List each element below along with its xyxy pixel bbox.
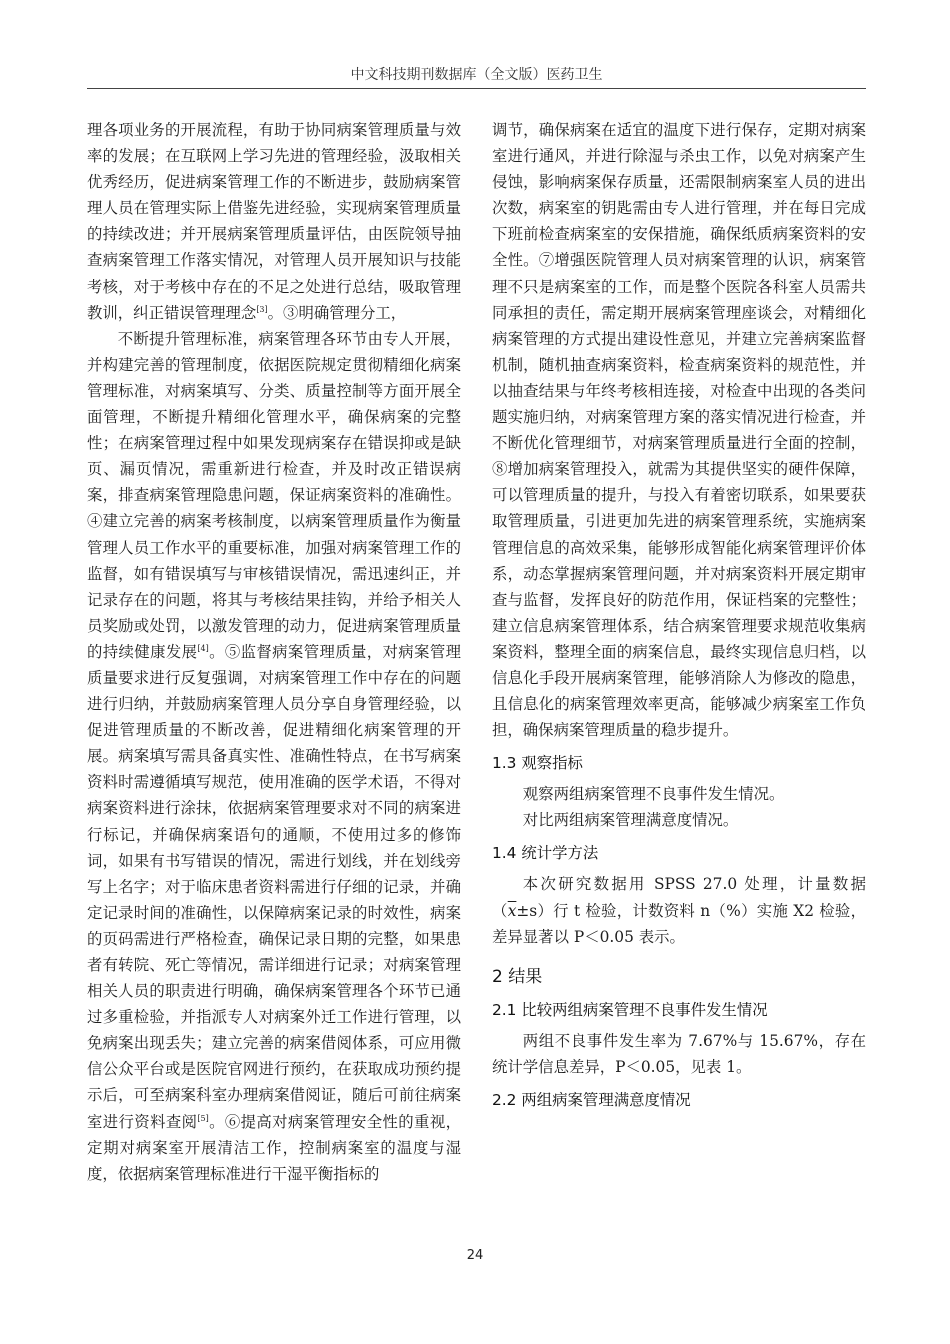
- body-paragraph: 观察两组病案管理不良事件发生情况。: [522, 785, 785, 804]
- mean-symbol: $\overline{x}$: [507, 901, 517, 920]
- section-heading-2-2: 2.2 两组病案管理满意度情况: [492, 1090, 691, 1109]
- paragraph-text: 不断提升管理标准，病案管理各环节由专人开展，并构建完善的管理制度，依据医院规定贯彻精细化病案管理标准，对病案填写、分类、质量控制等方面开展全面管理，不断提升精细化管理水平，确保病案的完整性；在病案管理过程中如果发现病案存在错误抑或是缺页、漏页情况，需重新进行检查，并及时改正错误病案，排查病案管理隐患问题，保证病案资料的准确性。④建立完善的病案考核制度，以病案管理质量作为衡量管理人员工作水平的重要标准，加强对病案管理工作的监督，如有错误填写与审核错误情况，需迅速纠正，并记录存在的问题，将其与考核结果挂钩，并给予相关人员奖励或处罚，以激发管理的动力，促进病案管理质量的持续健康发展: [87, 329, 461, 661]
- page-number: 24: [466, 1248, 484, 1263]
- body-paragraph: 两组不良事件发生率为 7.67%与 15.67%，存在统计学信息差异，P＜0.05，见表 1。: [492, 1031, 866, 1076]
- citation-ref: [5]: [197, 1113, 209, 1123]
- paragraph-text: ±s）行 t 检验，计数资料 n（%）实施 X2 检验，差异显著以 P＜0.05 表示。: [492, 901, 866, 946]
- paragraph-text: 。⑥提高对病案管理安全性的重视，定期对病案室开展清洁工作，控制病案室的温度与湿度，依据病案管理标准进行干湿平衡指标的: [87, 1112, 461, 1183]
- section-heading-2-1: 2.1 比较两组病案管理不良事件发生情况: [492, 1000, 768, 1019]
- paragraph-text: 本次研究数据用 SPSS 27.0 处理，计量数据（: [492, 875, 866, 920]
- paragraph-text: 。③明确管理分工，: [267, 303, 407, 322]
- section-heading-results: 2 结果: [492, 966, 543, 987]
- paragraph-text: 理各项业务的开展流程，有助于协同病案管理质量与效率的发展；在互联网上学习先进的管理经验，汲取相关优秀经历，促进病案管理工作的不断进步，鼓励病案管理人员在管理实际上借鉴先进经验，实现病案管理质量的持续改进；并开展病案管理质量评估，由医院领导抽查病案管理工作落实情况，对管理人员开展知识与技能考核，对于考核中存在的不足之处进行总结，吸取管理教训，纠正错误管理理念: [87, 121, 461, 322]
- body-paragraph: 对比两组病案管理满意度情况。: [522, 811, 739, 830]
- right-column: [492, 117, 866, 1237]
- body-paragraph: 调节，确保病案在适宜的温度下进行保存，定期对病案室进行通风，并进行除湿与杀虫工作，以免对病案产生侵蚀，影响病案保存质量，还需限制病案室人员的进出次数，病案室的钥匙需由专人进行管理，并在每日完成下班前检查病案室的安保措施，确保纸质病案资料的安全性。⑦增强医院管理人员对病案管理的认识，病案管理不只是病案室的工作，而是整个医院各科室人员需共同承担的责任，需定期开展病案管理座谈会，对精细化病案管理的方式提出建设性意见，并建立完善病案监督机制，随机抽查病案资料，检查病案资料的规范性，并以抽查结果与年终考核相连接，对检查中出现的各类问题实施归纳，对病案管理方案的落实情况进行检查，并不断优化管理细节，对病案管理质量进行全面的控制，⑧增加病案管理投入，就需为其提供坚实的硬件保障，可以管理质量的提升，与投入有着密切联系，如果要获取管理质量，引进更加先进的病案管理系统，实施病案管理信息的高效采集，能够形成智能化病案管理评价体系，动态掌握病案管理问题，并对病案资料开展定期审查与监督，发挥良好的防范作用，保证档案的完整性；建立信息病案管理体系，结合病案管理要求规范收集病案资料，整理全面的病案信息，最终实现信息归档，以信息化手段开展病案管理，能够消除人为修改的隐患，且信息化的病案管理效率更高，能够减少病案室工作负担，确保病案管理质量的稳步提升。: [492, 121, 866, 740]
- body-paragraph: [87, 117, 461, 326]
- running-header: [87, 62, 866, 89]
- section-heading-1-4: 1.4 统计学方法: [492, 844, 599, 863]
- citation-ref: [4]: [197, 643, 209, 653]
- body-paragraph: [492, 871, 866, 949]
- section-heading-1-3: 1.3 观察指标: [492, 754, 583, 773]
- journal-title: 中文科技期刊数据库（全文版）医药卫生: [350, 67, 603, 83]
- body-paragraph: [87, 326, 461, 1187]
- citation-ref: [3]: [256, 304, 268, 314]
- left-column: [87, 117, 461, 1237]
- paragraph-text: 。⑤监督病案管理质量，对病案管理质量要求进行反复强调，对病案管理工作中存在的问题进行归纳，并鼓励病案管理人员分享自身管理经验，以促进管理质量的不断改善，促进精细化病案管理的开展。病案填写需具备真实性、准确性特点，在书写病案资料时需遵循填写规范，使用准确的医学术语，不得对病案资料进行涂抹，依据病案管理要求对不同的病案进行标记，并确保病案语句的通顺，不使用过多的修饰词，如果有书写错误的情况，需进行划线，并在划线旁写上名字；对于临床患者资料需进行仔细的记录，并确定记录时间的准确性，以保障病案记录的时效性，病案的页码需进行严格检查，确保记录日期的完整，如果患者有转院、死亡等情况，需详细进行记录；对病案管理相关人员的职责进行明确，确保病案管理各个环节已通过多重检验，并指派专人对病案外迁工作进行管理，以免病案出现丢失；建立完善的病案借阅体系，可应用微信公众平台或是医院官网进行预约，在获取成功预约提示后，可至病案科室办理病案借阅证，随后可前往病案室进行资料查阅: [87, 642, 461, 1131]
